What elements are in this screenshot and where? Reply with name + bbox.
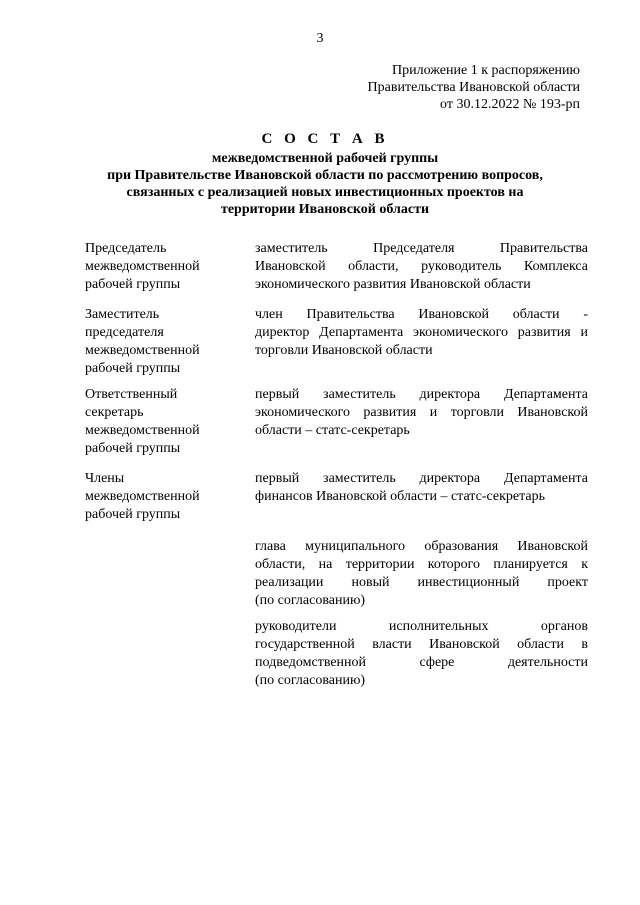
role-line: Заместитель bbox=[85, 307, 160, 322]
page-number: 3 bbox=[316, 31, 324, 46]
member-row-municipal-head bbox=[85, 538, 590, 610]
appendix-line-3: от 30.12.2022 № 193-рп bbox=[440, 97, 580, 112]
role-line: межведомственной bbox=[85, 489, 200, 504]
appendix-line-1: Приложение 1 к распоряжению bbox=[392, 63, 580, 78]
member-row-members bbox=[85, 470, 590, 524]
desc-line: (по согласованию) bbox=[255, 673, 366, 688]
member-row-executive-heads bbox=[85, 618, 590, 690]
desc-line: области, на территории которого планируется к bbox=[255, 557, 588, 572]
role-line: Члены bbox=[85, 471, 125, 486]
title-subtitle bbox=[60, 150, 590, 218]
desc-line: руководители исполнительных органов bbox=[255, 619, 588, 634]
desc-line: государственной власти Ивановской области в bbox=[255, 637, 588, 652]
role-line: межведомственной bbox=[85, 423, 200, 438]
title-sub-line-1: межведомственной рабочей группы bbox=[211, 151, 439, 166]
appendix-header bbox=[280, 62, 580, 113]
role-line: секретарь bbox=[85, 405, 144, 420]
member-description bbox=[255, 240, 588, 294]
empty-role bbox=[85, 538, 255, 610]
role-line: межведомственной bbox=[85, 343, 200, 358]
desc-line: области – статс-секретарь bbox=[255, 423, 410, 438]
title-sub-line-2: при Правительстве Ивановской области по рассмотрению вопросов, bbox=[107, 168, 543, 183]
member-description bbox=[255, 538, 588, 610]
desc-line: глава муниципального образования Ивановской bbox=[255, 539, 588, 554]
desc-line: (по согласованию) bbox=[255, 593, 366, 608]
role-line: рабочей группы bbox=[85, 507, 181, 522]
member-description bbox=[255, 618, 588, 690]
document-title bbox=[60, 130, 590, 218]
members-list bbox=[85, 240, 590, 690]
member-role bbox=[85, 306, 255, 378]
member-description bbox=[255, 306, 588, 378]
role-line: председателя bbox=[85, 325, 164, 340]
role-line: рабочей группы bbox=[85, 277, 181, 292]
role-line: Ответственный bbox=[85, 387, 178, 402]
desc-line: торговли Ивановской области bbox=[255, 343, 433, 358]
desc-line: экономического развития Ивановской области bbox=[255, 277, 531, 292]
desc-line: подведомственной сфере деятельности bbox=[255, 655, 588, 670]
member-role bbox=[85, 470, 255, 524]
desc-line: реализации новый инвестиционный проект bbox=[255, 575, 588, 590]
role-line: межведомственной bbox=[85, 259, 200, 274]
desc-line: первый заместитель директора Департамента bbox=[255, 471, 588, 486]
member-role bbox=[85, 240, 255, 294]
desc-line: заместитель Председателя Правительства bbox=[255, 241, 588, 256]
title-main: С О С Т А В bbox=[261, 131, 389, 147]
role-line: рабочей группы bbox=[85, 361, 181, 376]
desc-line: первый заместитель директора Департамента bbox=[255, 387, 588, 402]
role-line: рабочей группы bbox=[85, 441, 181, 456]
member-row-chairman bbox=[85, 240, 590, 294]
member-role bbox=[85, 386, 255, 458]
empty-role bbox=[85, 618, 255, 690]
desc-line: экономического развития и торговли Ивановской bbox=[255, 405, 588, 420]
desc-line: директор Департамента экономического развития и bbox=[255, 325, 588, 340]
desc-line: финансов Ивановской области – статс-секретарь bbox=[255, 489, 545, 504]
role-line: Председатель bbox=[85, 241, 167, 256]
appendix-line-2: Правительства Ивановской области bbox=[367, 80, 580, 95]
desc-line: Ивановской области, руководитель Комплекса bbox=[255, 259, 588, 274]
desc-line: член Правительства Ивановской области - bbox=[255, 307, 588, 322]
member-row-secretary bbox=[85, 386, 590, 458]
title-sub-line-4: территории Ивановской области bbox=[220, 202, 430, 217]
member-description bbox=[255, 470, 588, 524]
member-description bbox=[255, 386, 588, 458]
title-sub-line-3: связанных с реализацией новых инвестиционных проектов на bbox=[126, 185, 524, 200]
member-row-deputy bbox=[85, 306, 590, 378]
